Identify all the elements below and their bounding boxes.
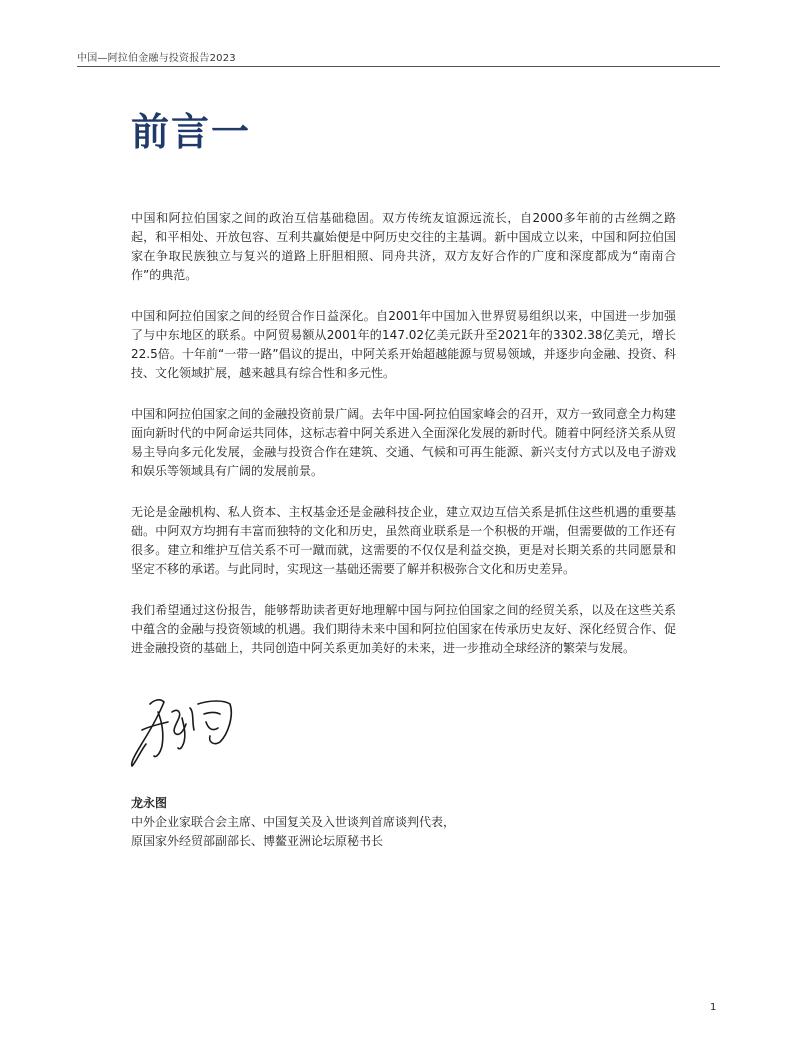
paragraph-1: 中国和阿拉伯国家之间的政治互信基础稳固。双方传统友谊源远流长，自2000多年前的古丝绸之路起，和平相处、开放包容、互利共赢始便是中阿历史交往的主基调。新中国成立以来，中国和阿拉伯国家在争取民族独立与复兴的道路上肝胆相照、同舟共济，双方友好合作的广度和深度都成为“南南合作”的典范。 [131,211,676,282]
paragraph-5: 我们希望通过这份报告，能够帮助读者更好地理解中国与阿拉伯国家之间的经贸关系，以及在这些关系中蕴含的金融与投资领域的机遇。我们期待未来中国和阿拉伯国家在传承历史友好、深化经贸合作、促进金融投资的基础上，共同创造中阿关系更加美好的未来，进一步推动全球经济的繁荣与发展。 [131,603,676,655]
preface-body [131,209,676,680]
running-header: 中国—阿拉伯金融与投资报告2023 [77,53,236,64]
paragraph-3: 中国和阿拉伯国家之间的金融投资前景广阔。去年中国-阿拉伯国家峰会的召开，双方一致同意全力构建面向新时代的中阿命运共同体，这标志着中阿关系进入全面深化发展的新时代。随着中阿经济关系从贸易主导向多元化发展，金融与投资合作在建筑、交通、气候和可再生能源、新兴支付方式以及电子游戏和娱乐等领域具有广阔的发展前景。 [131,407,676,478]
page-title: 前言一 [131,110,252,154]
signer-role-line-1: 中外企业家联合会主席、中国复关及入世谈判首席谈判代表， [131,815,456,829]
paragraph-2: 中国和阿拉伯国家之间的经贸合作日益深化。自2001年中国加入世界贸易组织以来，中国进一步加强了与中东地区的联系。中阿贸易额从2001年的147.02亿美元跃升至2021年的3302.38亿美元，增长22.5倍。十年前“一带一路”倡议的提出，中阿关系开始超越能源与贸易领域，并逐步向金融、投资、科技、文化领域扩展，越来越具有综合性和多元性。 [131,309,676,380]
signer-role-line-2: 原国家外经贸部副部长、博鳌亚洲论坛原秘书长 [131,834,384,848]
signer-name: 龙永图 [131,796,168,810]
handwritten-signature [120,682,245,772]
header-divider [77,66,720,67]
signer-block [131,794,455,851]
page-number: 1 [710,1002,717,1013]
paragraph-4: 无论是金融机构、私人资本、主权基金还是金融科技企业，建立双边互信关系是抓住这些机遇的重要基础。中阿双方均拥有丰富而独特的文化和历史，虽然商业联系是一个积极的开端，但需要做的工作还有很多。建立和维护互信关系不可一蹴而就，这需要的不仅仅是利益交换，更是对长期关系的共同愿景和坚定不移的承诺。与此同时，实现这一基础还需要了解并积极弥合文化和历史差异。 [131,505,676,576]
